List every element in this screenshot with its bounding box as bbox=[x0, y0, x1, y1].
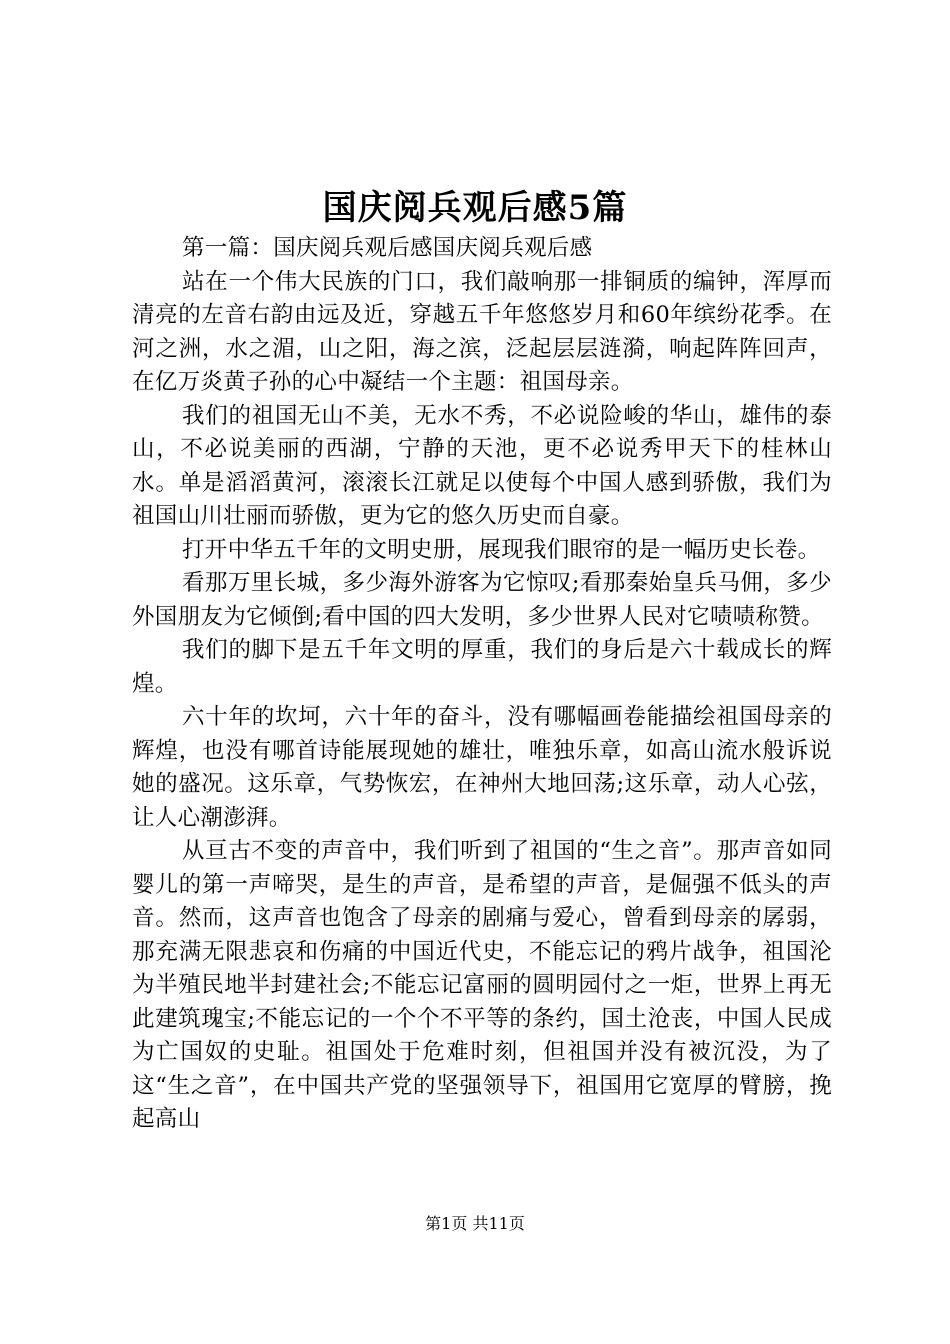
document-title: 国庆阅兵观后感5篇 bbox=[322, 188, 628, 228]
paragraph: 打开中华五千年的文明史册，展现我们眼帘的是一幅历史长卷。 bbox=[182, 536, 821, 563]
paragraph: 看那万里长城，多少海外游客为它惊叹;看那秦始皇兵马佣，多少外国朋友为它倾倒;看中国的四大发明，多少世界人民对它啧啧称赞。 bbox=[132, 570, 832, 630]
paragraph: 我们的祖国无山不美，无水不秀，不必说险峻的华山，雄伟的泰山，不必说美丽的西湖，宁静的天池，更不必说秀甲天下的桂林山水。单是滔滔黄河，滚滚长江就足以使每个中国人感到骄傲，我们为祖国山川壮丽而骄傲，更为它的悠久历史而自豪。 bbox=[132, 402, 832, 529]
paragraph: 六十年的坎坷，六十年的奋斗，没有哪幅画卷能描绘祖国母亲的辉煌，也没有哪首诗能展现她的雄壮，唯独乐章，如高山流水般诉说她的盛况。这乐章，气势恢宏，在神州大地回荡;这乐章，动人心弦，让人心潮澎湃。 bbox=[132, 704, 832, 831]
document-body bbox=[132, 232, 832, 1137]
paragraph: 我们的脚下是五千年文明的厚重，我们的身后是六十载成长的辉煌。 bbox=[132, 637, 832, 697]
paragraph: 第一篇：国庆阅兵观后感国庆阅兵观后感 bbox=[182, 235, 593, 261]
page-total: 共11页 bbox=[472, 1214, 525, 1233]
page-number: 第1页 bbox=[425, 1214, 468, 1233]
paragraph: 从亘古不变的声音中，我们听到了祖国的“生之音”。那声音如同婴儿的第一声啼哭，是生的声音，是希望的声音，是倔强不低头的声音。然而，这声音也饱含了母亲的剧痛与爱心，曾看到母亲的孱弱，那充满无限悲哀和伤痛的中国近代史，不能忘记的鸦片战争，祖国沦为半殖民地半封建社会;不能忘记富丽的圆明园付之一炬，世界上再无此建筑瑰宝;不能忘记的一个个不平等的条约，国土沧丧，中国人民成为亡国奴的史耻。祖国处于危难时刻，但祖国并没有被沉没，为了这“生之音”，在中国共产党的坚强领导下，祖国用它宽厚的臂膀，挽起高山 bbox=[132, 838, 832, 1132]
paragraph: 站在一个伟大民族的门口，我们敲响那一排铜质的编钟，浑厚而清亮的左音右韵由远及近，穿越五千年悠悠岁月和60年缤纷花季。在河之洲，水之湄，山之阳，海之滨，泛起层层涟漪，响起阵阵回声，在亿万炎黄子孙的心中凝结一个主题：祖国母亲。 bbox=[132, 268, 832, 395]
page-footer bbox=[0, 1212, 950, 1236]
